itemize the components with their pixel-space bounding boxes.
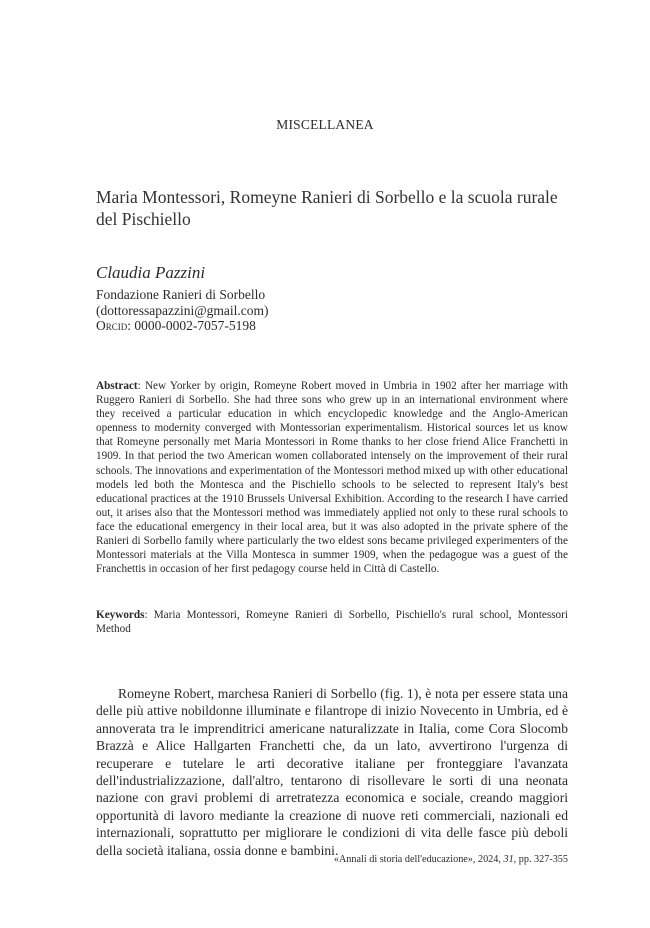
journal-name: «Annali di storia dell'educazione», 2024, — [333, 854, 501, 865]
author-affiliation — [96, 287, 556, 334]
keywords-label: Keywords — [96, 609, 145, 621]
author-name: Claudia Pazzini — [96, 263, 206, 282]
abstract-label: Abstract — [96, 380, 138, 392]
article-title: Maria Montessori, Romeyne Ranieri di Sorbello e la scuola rurale del Pischiello — [96, 187, 558, 229]
journal-citation — [334, 854, 568, 865]
institution: Fondazione Ranieri di Sorbello — [96, 287, 266, 302]
body-paragraph: Romeyne Robert, marchesa Ranieri di Sorbello (fig. 1), è nota per essere stata una delle più attive nobildonne illuminate e filantrope di inizio Novecento in Umbria, ed è annoverata tra le imprenditrici americane naturalizzate in Italia, come Cora Slocomb Brazzà e Alice Hallgarten Franchetti che, da un lato, avvertirono l'urgenza di recuperare e tutelare le arti decorative italiane per fronteggiare l'avanzata dell'industrializzazione, dall'altro, tentarono di risollevare le sorti di una neonata nazione con gravi problemi di arretratezza economica e sociale, creando maggiori opportunità di lavoro mediante la creazione di nuove reti commerciali, nazionali ed internazionali, soprattutto per migliorare le condizioni di vita delle fasce più deboli della società italiana, ossia donne e bambini. — [96, 686, 568, 858]
abstract — [96, 379, 568, 576]
journal-pages: , pp. 327-355 — [513, 854, 568, 865]
abstract-text: : New Yorker by origin, Romeyne Robert moved in Umbria in 1902 after her marriage with Ruggero Ranieri di Sorbello. She had three sons who grew up in an international environment where they received a particular education in which encyclopedic knowledge and the Anglo-American openness to modernity converged with Montessorian experimentalism. Historical sources let us know that Romeyne personally met Maria Montessori in Rome thanks to her close friend Alice Franchetti in 1909. In that period the two American women collaborated intensely on the improvement of their rural schools. The innovations and experimentation of the Montessori method mixed up with other educational models led both the Montesca and the Pischiello schools to be selected to represent Italy's best educational practices at the 1910 Brussels Universal Exhibition. According to the research I have carried out, it arises also that the Montessori method was immediately applied not only to these rural schools to face the educational emergency in their local area, but it was also adopted in the private sphere of the Ranieri di Sorbello family where particularly the two eldest sons became privileged experimenters of the Montessori materials at the Villa Montesca in summer 1909, when the pedagogue was a guest of the Franchettis in occasion of her first pedagogy course held in Città di Castello. — [96, 380, 568, 576]
section-label: MISCELLANEA — [276, 117, 374, 132]
author-email: (dottoressapazzini@gmail.com) — [96, 302, 269, 318]
orcid-value: : 0000-0002-7057-5198 — [127, 318, 256, 333]
keywords-text: : Maria Montessori, Romeyne Ranieri di Sorbello, Pischiello's rural school, Montessori Method — [96, 609, 568, 636]
keywords — [96, 608, 568, 636]
journal-volume: 31 — [503, 854, 514, 865]
orcid-label: Orcid — [96, 318, 128, 333]
orcid — [96, 318, 556, 334]
